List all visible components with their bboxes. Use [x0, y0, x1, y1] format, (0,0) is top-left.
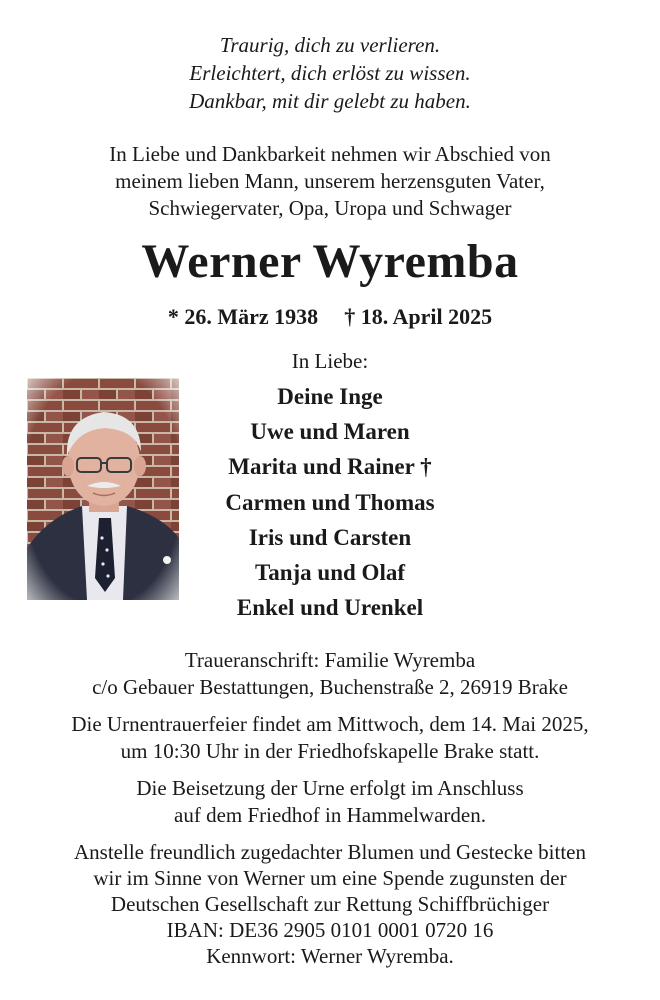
birth-date: * 26. März 1938 — [167, 304, 319, 329]
address-line: c/o Gebauer Bestattungen, Buchenstraße 2, 26919 Brake — [92, 675, 568, 699]
farewell-intro — [0, 141, 660, 222]
mourner-name: Carmen und Thomas — [225, 489, 435, 515]
mourners-list — [0, 379, 660, 625]
mourners-heading: In Liebe: — [291, 349, 369, 373]
mourning-address — [0, 647, 660, 701]
ceremony-line: um 10:30 Uhr in der Friedhofskapelle Brake statt. — [120, 739, 540, 763]
motto-line: Traurig, dich zu verlieren. — [219, 33, 441, 57]
mourner-name: Enkel und Urenkel — [236, 595, 424, 621]
keyword-line: Kennwort: Werner Wyremba. — [206, 944, 454, 968]
donation-line: Deutschen Gesellschaft zur Rettung Schiffbrüchiger — [110, 892, 550, 916]
motto-verse — [0, 31, 660, 115]
iban-line: IBAN: DE36 2905 0101 0001 0720 16 — [166, 918, 494, 942]
intro-line: meinem lieben Mann, unserem herzensguten Vater, — [115, 169, 545, 193]
mourner-name: Marita und Rainer † — [228, 454, 432, 480]
mourner-name: Iris und Carsten — [248, 524, 412, 550]
deceased-name: Werner Wyremba — [141, 235, 519, 288]
intro-line: In Liebe und Dankbarkeit nehmen wir Abschied von — [109, 142, 551, 166]
donation-line: wir im Sinne von Werner um eine Spende zugunsten der — [93, 866, 567, 890]
ceremony-info — [0, 711, 660, 765]
donation-line: Anstelle freundlich zugedachter Blumen und Gestecke bitten — [74, 840, 586, 864]
motto-line: Dankbar, mit dir gelebt zu haben. — [189, 89, 471, 113]
mourner-name: Deine Inge — [277, 384, 383, 409]
life-dates — [0, 302, 660, 332]
mourner-name: Tanja und Olaf — [255, 560, 405, 586]
burial-line: Die Beisetzung der Urne erfolgt im Anschluss — [136, 776, 524, 800]
burial-line: auf dem Friedhof in Hammelwarden. — [174, 803, 486, 827]
mourner-name: Uwe und Maren — [250, 419, 410, 445]
intro-line: Schwiegervater, Opa, Uropa und Schwager — [148, 196, 512, 220]
motto-line: Erleichtert, dich erlöst zu wissen. — [189, 61, 471, 85]
ceremony-line: Die Urnentrauerfeier findet am Mittwoch, dem 14. Mai 2025, — [71, 712, 589, 736]
death-date: † 18. April 2025 — [344, 304, 493, 329]
donation-request — [0, 839, 660, 969]
address-line: Traueranschrift: Familie Wyremba — [184, 648, 476, 672]
burial-info — [0, 775, 660, 829]
